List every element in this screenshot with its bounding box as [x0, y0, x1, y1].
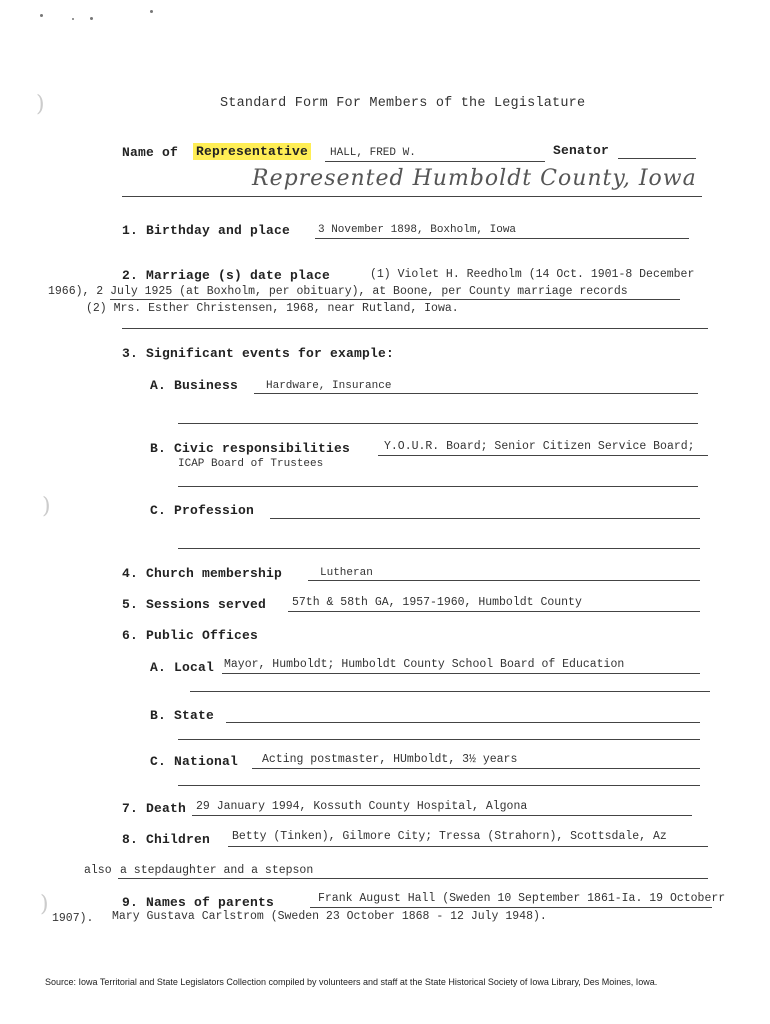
local-value: Mayor, Humboldt; Humboldt County School Board of Education [224, 658, 625, 671]
civic-label: B. Civic responsibilities [150, 441, 351, 456]
business-label: A. Business [150, 378, 239, 393]
scan-speck [150, 10, 153, 13]
representative-label: Representative [193, 143, 311, 160]
children-underline-2 [118, 878, 708, 879]
death-label: 7. Death [122, 801, 187, 816]
parents-value-line2: Mary Gustava Carlstrom (Sweden 23 October 1868 - 12 July 1948). [112, 910, 547, 923]
local-label: A. Local [150, 660, 215, 675]
church-label: 4. Church membership [122, 566, 283, 581]
parents-value-line1: Frank August Hall (Sweden 10 September 1861-Ia. 19 Octoberr [318, 892, 726, 905]
public-offices-label: 6. Public Offices [122, 628, 259, 643]
death-underline [192, 815, 692, 816]
significant-events-label: 3. Significant events for example: [122, 346, 395, 361]
state-label: B. State [150, 708, 215, 723]
sessions-underline [288, 611, 700, 612]
scan-mark: ) [40, 892, 49, 917]
state-underline-2 [178, 739, 700, 740]
state-underline [226, 722, 700, 723]
marriage-line1: (1) Violet H. Reedholm (14 Oct. 1901-8 December [370, 268, 695, 281]
scan-mark: ) [36, 92, 45, 117]
scan-speck [90, 17, 93, 20]
birthday-underline [315, 238, 689, 239]
children-line2-prefix: also [84, 864, 112, 877]
senator-underline [618, 158, 696, 159]
children-value-line2: a stepdaughter and a stepson [120, 864, 314, 877]
civic-value-line2: ICAP Board of Trustees [178, 458, 324, 470]
local-underline [222, 673, 700, 674]
death-value: 29 January 1994, Kossuth County Hospital, Algona [196, 800, 528, 813]
profession-underline [270, 518, 700, 519]
church-value: Lutheran [320, 567, 373, 579]
civic-underline-2 [178, 486, 698, 487]
children-underline [228, 846, 708, 847]
business-underline [254, 393, 698, 394]
national-underline [252, 768, 700, 769]
name-value: HALL, FRED W. [330, 147, 416, 159]
civic-underline [378, 455, 708, 456]
handwritten-note: Represented Humboldt County, Iowa [252, 166, 697, 191]
marriage-underline-2 [122, 328, 708, 329]
sessions-value: 57th & 58th GA, 1957-1960, Humboldt County [292, 596, 582, 609]
national-underline-2 [178, 785, 700, 786]
national-label: C. National [150, 754, 239, 769]
children-label: 8. Children [122, 832, 211, 847]
local-underline-2 [190, 691, 710, 692]
marriage-line3: (2) Mrs. Esther Christensen, 1968, near Rutland, Iowa. [86, 302, 459, 315]
profession-label: C. Profession [150, 503, 255, 518]
scan-speck [40, 14, 43, 17]
name-underline [325, 161, 545, 162]
scan-mark: ) [42, 494, 51, 519]
birthday-label: 1. Birthday and place [122, 223, 291, 238]
children-value-line1: Betty (Tinken), Gilmore City; Tressa (Strahorn), Scottsdale, Az [232, 830, 667, 843]
senator-label: Senator [553, 143, 610, 158]
birthday-value: 3 November 1898, Boxholm, Iowa [318, 224, 517, 236]
name-label: Name of [122, 145, 179, 160]
marriage-line2: 1966), 2 July 1925 (at Boxholm, per obituary), at Boone, per County marriage records [48, 285, 628, 298]
scan-speck [72, 18, 74, 20]
form-title: Standard Form For Members of the Legislature [220, 96, 586, 111]
marriage-underline [110, 299, 680, 300]
profession-underline-2 [178, 548, 700, 549]
marriage-label: 2. Marriage (s) date place [122, 268, 331, 283]
parents-label: 9. Names of parents [122, 895, 275, 910]
source-footer: Source: Iowa Territorial and State Legislators Collection compiled by volunteers and staff at the State Historical Society of Iowa Library, Des Moines, Iowa. [45, 977, 658, 987]
parents-underline [310, 907, 712, 908]
church-underline [308, 580, 700, 581]
civic-value-line1: Y.O.U.R. Board; Senior Citizen Service Board; [384, 440, 695, 453]
parents-line2-prefix: 1907). [52, 912, 94, 925]
handwritten-underline [122, 196, 702, 197]
sessions-label: 5. Sessions served [122, 597, 267, 612]
national-value: Acting postmaster, HUmboldt, 3½ years [262, 753, 518, 766]
business-value: Hardware, Insurance [266, 380, 392, 392]
business-underline-2 [178, 423, 698, 424]
